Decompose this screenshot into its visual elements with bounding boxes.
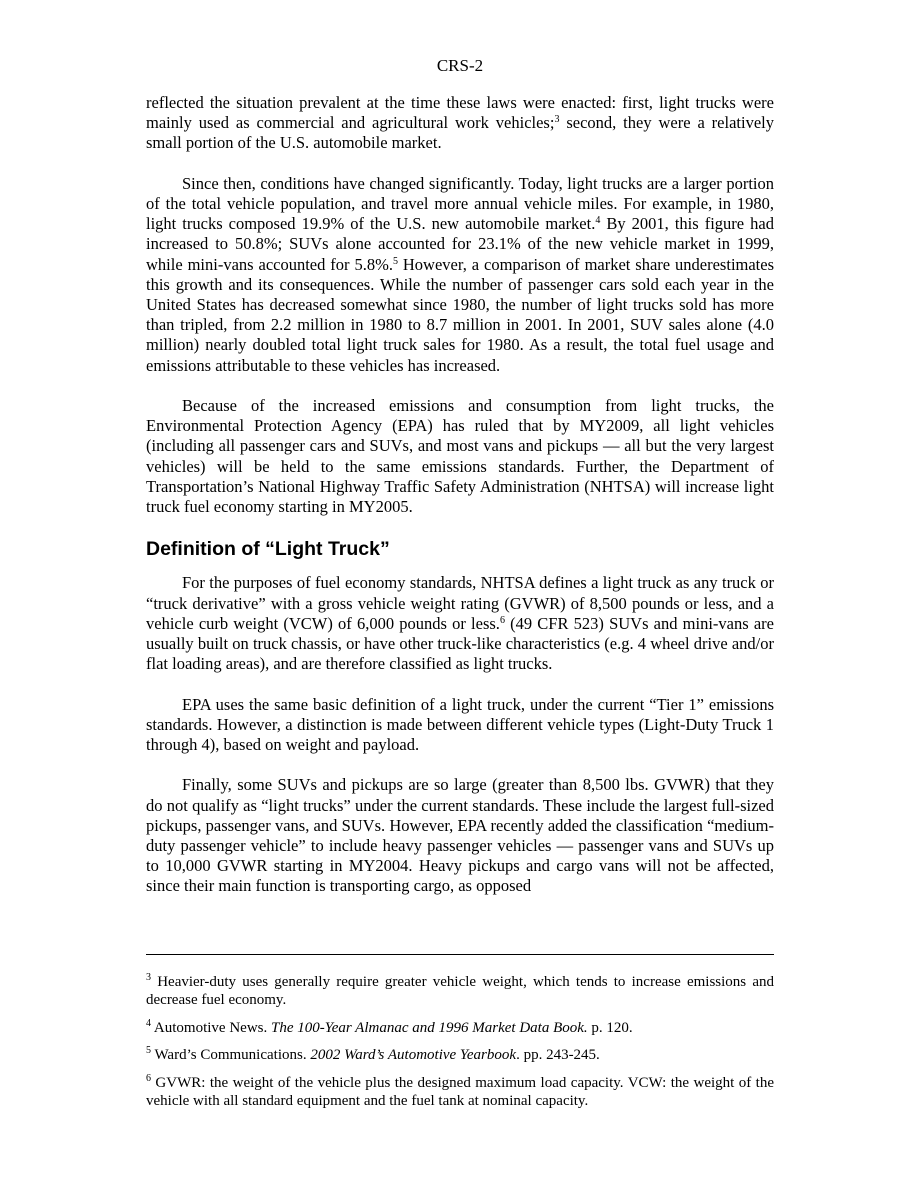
footnotes xyxy=(146,973,774,1119)
footnote-text: GVWR: the weight of the vehicle plus the designed maximum load capacity. VCW: the weight of the vehicle with all standard equipment and the fuel tank at nominal capacity. xyxy=(146,1074,774,1109)
footnote-text: p. 120. xyxy=(587,1019,633,1036)
footnote-number: 3 xyxy=(146,972,151,983)
footnote-number: 4 xyxy=(146,1017,151,1029)
footnote-ref-6: 6 xyxy=(499,614,505,626)
footnote-text: . pp. 243-245. xyxy=(516,1047,600,1063)
paragraph-text: reflected the situation prevalent at the time these laws were enacted: first, light trucks were mainly used as commercial and agricultural work vehicles; xyxy=(146,93,774,133)
paragraph-text: Since then, conditions have changed significantly. Today, light trucks are a larger portion of the total vehicle population, and travel more annual vehicle miles. For example, in 1980, light trucks composed 19.9% of the U.S. new automobile market. xyxy=(146,173,774,234)
footnote-4 xyxy=(146,1019,774,1037)
paragraph-heavy-vehicles: Finally, some SUVs and pickups are so large (greater than 8,500 lbs. GVWR) that they do not qualify as “light trucks” under the current standards. These include the largest full-sized pickups, passenger vans, and SUVs. However, EPA recently added the classification “medium-duty passenger vehicle” to include heavy passenger vehicles — passenger vans and SUVs up to 10,000 GVWR starting in MY2004. Heavy pickups and cargo vans will not be affected, since their main function is transporting cargo, as opposed xyxy=(146,775,774,896)
section-heading: Definition of “Light Truck” xyxy=(146,538,390,561)
footnote-5 xyxy=(146,1046,774,1064)
footnote-number: 6 xyxy=(146,1072,151,1084)
footnote-text: Automotive News. xyxy=(151,1019,271,1036)
paragraph-market-growth xyxy=(146,174,774,376)
paragraph-text: However, a comparison of market share underestimates this growth and its consequences. While the number of passenger cars sold each year in the United States has decreased somewhat since 1980, the number of light trucks sold has more than tripled, from 2.2 million in 1980 to 8.7 million in 2001. In 2001, SUV sales alone (4.0 million) nearly doubled total light truck sales for 1980. As a result, the total fuel usage and emissions attributable to these vehicles has increased. xyxy=(146,254,775,375)
paragraph-epa-definition: EPA uses the same basic definition of a light truck, under the current “Tier 1” emissions standards. However, a distinction is made between different vehicle types (Light-Duty Truck 1 through 4), based on weight and payload. xyxy=(146,694,774,755)
footnote-6 xyxy=(146,1074,774,1110)
footnote-title: The 100-Year Almanac and 1996 Market Data Book. xyxy=(271,1019,588,1036)
footnote-ref-3: 3 xyxy=(554,114,560,126)
footnote-number: 5 xyxy=(146,1045,151,1056)
body-text xyxy=(146,93,774,917)
paragraph-text: second, they were a relatively small portion of the U.S. automobile market. xyxy=(146,113,774,153)
page-header: CRS-2 xyxy=(436,56,484,75)
footnote-title: 2002 Ward’s Automotive Yearbook xyxy=(310,1047,517,1063)
footnote-3 xyxy=(146,973,774,1009)
footnote-divider xyxy=(146,954,774,955)
paragraph-continuation xyxy=(146,93,774,154)
paragraph-epa-ruling: Because of the increased emissions and consumption from light trucks, the Environmental Protection Agency (EPA) has ruled that by MY2009, all light vehicles (including all passenger cars and SUVs, and most vans and pickups — all but the very largest vehicles) will be held to the same emissions standards. Further, the Department of Transportation’s National Highway Traffic Safety Administration (NHTSA) will increase light truck fuel economy starting in MY2005. xyxy=(146,396,774,517)
footnote-text: Heavier-duty uses generally require greater vehicle weight, which tends to increase emissions and decrease fuel economy. xyxy=(146,974,774,1008)
footnote-ref-5: 5 xyxy=(392,255,398,267)
paragraph-text: For the purposes of fuel economy standards, NHTSA defines a light truck as any truck or “truck derivative” with a gross vehicle weight rating (GVWR) of 8,500 pounds or less, and a vehicle curb weight (VCW) of 6,000 pounds or less. xyxy=(146,573,774,633)
paragraph-text: By 2001, this figure had increased to 50.8%; SUVs alone accounted for 23.1% of the new vehicle market in 1999, while mini-vans accounted for 5.8%. xyxy=(146,214,774,274)
footnote-ref-4: 4 xyxy=(595,215,601,227)
paragraph-text: (49 CFR 523) SUVs and mini-vans are usually built on truck chassis, or have other truck-like characteristics (e.g. 4 wheel drive and/or flat loading areas), and are therefore classified as light trucks. xyxy=(146,613,774,674)
footnote-text: Ward’s Communications. xyxy=(151,1047,311,1063)
paragraph-nhtsa-definition xyxy=(146,573,774,674)
